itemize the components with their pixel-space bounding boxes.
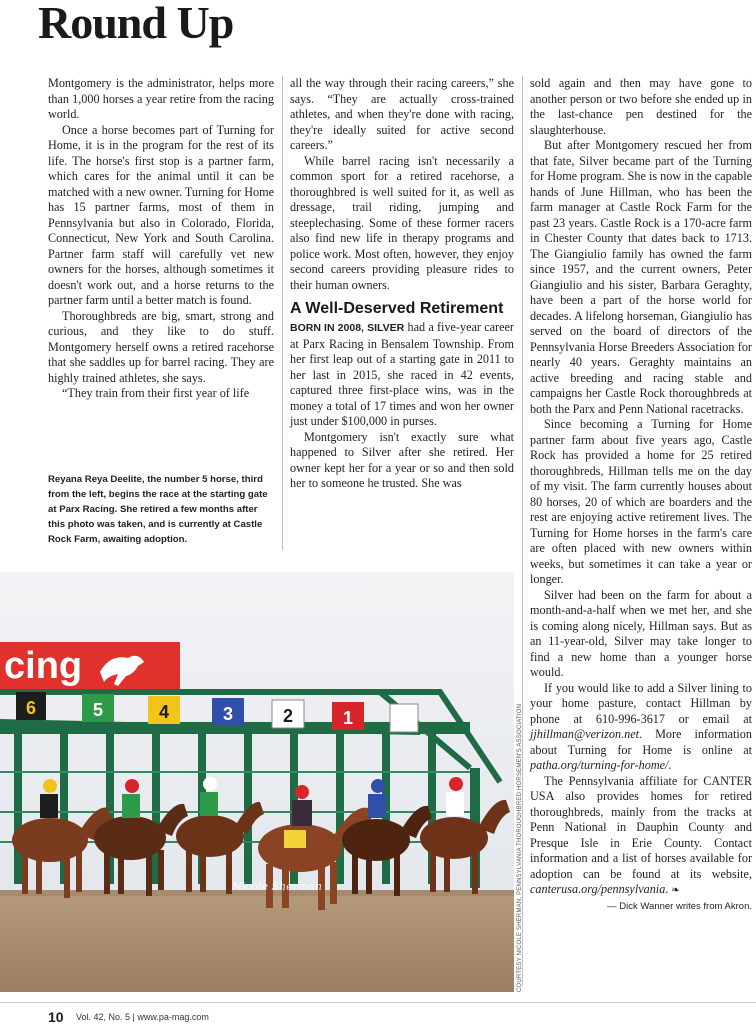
article-column-3 [530,76,752,914]
lead-in: BORN IN 2008, SILVER [290,322,405,334]
end-mark-icon: ❧ [671,885,680,896]
starting-gate-illustration [0,572,514,992]
gate-number: 6 [25,698,37,718]
author-signoff: — Dick Wanner writes from Akron. [607,900,752,912]
photo-credit [514,703,526,992]
paragraph [530,774,752,899]
website-link[interactable]: canterusa.org/pennsylvania [530,882,666,896]
gate-number: 4 [158,702,170,722]
column-rule [282,76,283,550]
photo-caption: Reyana Reya Deelite, the number 5 horse, third from the left, begins the race at the starting gate at Parx Racing. She retired a few months after this photo was taken, and is currently at Castle Rock Farm, awaiting adoption. [48,474,268,545]
race-start-photo [0,572,514,992]
gate-number: 5 [92,700,104,720]
gate-number: 1 [342,708,354,728]
banner-text: cing [4,645,83,687]
gate-number: 3 [222,704,234,724]
paragraph: Silver had been on the farm for about a month-and-a-half when we met her, and she is coming along nicely, Hillman says. But as an 11-year-old, Silver may take longer to find a new home than a younger horse would. [530,587,752,679]
paragraph: Since becoming a Turning for Home partner farm about five years ago, Castle Rock has provided a home for 25 retired thoroughbreds, Hillman tells me on the day of my visit. The farm currently houses about 80 horses, 20 of which are boarders and the rest are enjoying active retirement lives. The Turning for Home horses in the farm's care are often placed with new owners within weeks, but sometimes it can take a year or longer. [530,417,752,586]
article-column-1 [48,76,274,402]
page-footer [0,1002,756,1025]
paragraph-text: . [665,882,669,896]
paragraph-text: . More information about Turning for Home is online at [530,727,752,757]
paragraph: all the way through their racing careers,” she says. “They are actually cross-trained athletes, and when they're done with racing, they're ideally suited for active second careers.” [290,76,514,152]
photographer-signature: Nicole Sherman [232,880,322,893]
photo-credit-text: COURTESY NICOLE SHERMAN, PENNSYLVANIA THOROUGHBRED HORSEMEN'S ASSOCIATION [517,703,523,992]
paragraph [290,320,514,430]
page-number: 10 [48,1009,64,1025]
paragraph: Thoroughbreds are big, smart, strong and curious, and they like to do stuff. Montgomery herself owns a retired racehorse that she saddles up for barrel racing. They are highly trained athletes, she says. [48,308,274,385]
paragraph-text: . [668,758,672,772]
section-title: Round Up [38,0,234,48]
paragraph: sold again and then may have gone to another person or two before she ended up in the last-chance pen destined for the slaughterhouse. [530,76,752,137]
paragraph-text: If you would like to add a Silver lining to your home pasture, contact Hillman by phone at 610-996-3617 or email at [530,680,752,726]
paragraph: Once a horse becomes part of Turning for Home, it is in the program for the rest of its life. The horse's first stop is a partner farm, which cares for the animal until it can be matched with a new owner. Turning for Home has 15 partner farms, most of them in Pennsylvania but also in Colorado, Florida, Connecticut, New York and South Carolina. Partner farm staff will carefully vet new owners for the horses, although sometimes it doesn't work out, and a horse returns to the partner farm until a better match is found. [48,122,274,307]
paragraph: Montgomery isn't exactly sure what happened to Silver after she retired. Her owner kept her for a year or so and then sold her to someone he trusted. She was [290,429,514,490]
subheading: A Well-Deserved Retirement [290,300,504,317]
gate-number: 2 [282,706,294,726]
paragraph: Montgomery is the administrator, helps more than 1,000 horses a year retire from the racing world. [48,76,274,121]
paragraph-text: had a five-year career at Parx Racing in Bensalem Township. From her first leap out of a starting gate in 2011 to her last in 2015, she raced in 42 events, captured three first-place wins, was in the money a total of 17 times and won her owner just under $100,000 in purses. [290,320,514,428]
email-link[interactable]: jjhillman@verizon.net [530,727,640,741]
paragraph: “They train from their first year of life [62,386,250,400]
article-column-2 [290,76,514,492]
website-link[interactable]: patha.org/turning-for-home/ [530,758,669,772]
issue-info: Vol. 42, No. 5 | www.pa-mag.com [76,1012,209,1022]
paragraph: But after Montgomery rescued her from that fate, Silver became part of the Turning for Home program. She is now in the capable hands of June Hillman, who has been the farm manager at Castle Rock Farm for the past 23 years. Castle Rock is a 170-acre farm in Chester County that dates back to 1713. The Giangiulio family has owned the farm since 1957, and the current owners, Peter Giangiulio and his sister, Barbara Geraghty, have been a part of the horse world for decades. A lifelong horseman, Giangiulio has served on the board of directors of the Pennsylvania Horse Breeders Association for nearly 40 years. Geraghty maintains an active breeding and racing stable and campaigns her Castle Rock thoroughbreds at both the Parx and Penn National racetracks. [530,138,752,416]
paragraph-text: The Pennsylvania affiliate for CANTER USA also provides homes for retired thoroughbreds, mainly from the tracks at Penn National in Dauphin County and Presque Isle in Erie County. Contact information and a list of horses available for adoption can be found at its website, [530,773,752,881]
paragraph [530,681,752,774]
paragraph: While barrel racing isn't necessarily a common sport for a retired racehorse, a thoroughbred is well suited for it, as well as dressage, trail riding, jumping and steeplechasing. Some of these former racers also find new life in therapy programs and police work. Most often, however, they enjoy second careers providing pleasure rides to their human owners. [290,153,514,292]
